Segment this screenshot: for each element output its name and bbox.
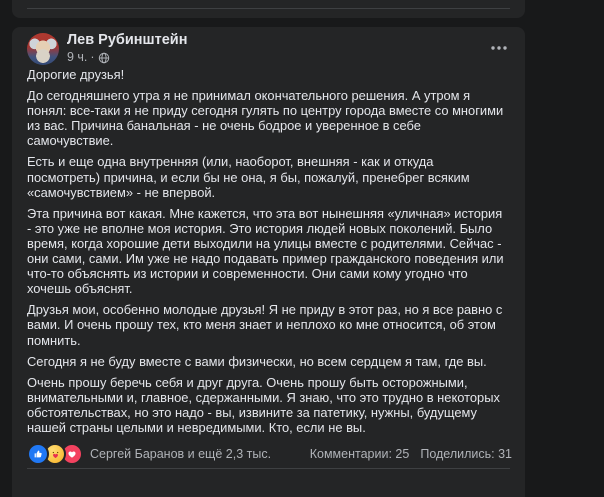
post-paragraph: Есть и еще одна внутренняя (или, наоборот, внешняя - как и откуда посмотреть) причина, и если бы не она, я бы, пожалуй, пренебрег всяким «самочувствием» - не впервой.: [27, 154, 470, 200]
like-icon: [27, 443, 49, 465]
reaction-summary-group[interactable]: [27, 443, 271, 465]
timestamp[interactable]: 9 ч.: [67, 50, 88, 64]
reaction-summary[interactable]: Сергей Баранов и ещё 2,3 тыс.: [90, 447, 272, 461]
post-footer: [27, 444, 512, 464]
avatar[interactable]: [27, 33, 59, 65]
comments-count[interactable]: Комментарии: 25: [309, 447, 410, 461]
shares-count[interactable]: Поделились: 31: [420, 447, 512, 461]
ellipsis-icon: [490, 38, 508, 56]
post-card: [12, 27, 525, 497]
post-meta: [67, 50, 187, 65]
post-counts: [310, 447, 512, 461]
post-paragraph: Эта причина вот какая. Мне кажется, что эта вот нынешняя «уличная» история - это уже не вполне моя история. Это история людей новых поколений. Было время, когда хорошие дети выходили на улицы вместе с родителями. Сейчас - они сами, сами. Им уже не надо подавать пример гражданского поведения или что-то объяснять из истории и современности. Они сами кому угодно что хочешь объяснят.: [27, 205, 504, 297]
post-paragraph: Дорогие друзья!: [27, 67, 125, 82]
post-paragraph: Друзья мои, особенно молодые друзья! Я не приду в этот раз, но я все равно с вами. И очень прошу тех, кто меня знает и неплохо ко мне относится, об этом помнить.: [27, 302, 503, 348]
post-paragraph: Сегодня я не буду вместе с вами физически, но всем сердцем я там, где вы.: [27, 353, 487, 369]
globe-icon: [98, 52, 110, 64]
divider: [27, 8, 510, 9]
meta-separator: ·: [90, 50, 95, 64]
post-text: [27, 67, 510, 443]
divider: [27, 468, 510, 469]
author-name[interactable]: Лев Рубинштейн: [67, 32, 188, 48]
post-paragraph: До сегодняшнего утра я не принимал окончательного решения. А утром я понял: все-таки я не приду сегодня гулять по центру города вместе со многими из вас. Причина банальная - не очень бодрое и уверенное в себе самочувствие.: [27, 88, 504, 149]
author-line: [67, 32, 187, 65]
previous-post-card-fragment: [12, 0, 525, 18]
post-header: [12, 27, 525, 71]
more-options-button[interactable]: [485, 35, 513, 59]
post-paragraph: Очень прошу беречь себя и друг друга. Очень прошу быть осторожными, внимательными и, главное, сдержанными. Я знаю, что это трудно в некоторых обстоятельствах, но это надо - вы, извините за патетику, нужны, будущему нашей страны целыми и невредимыми. Кто, если не вы.: [27, 374, 500, 435]
